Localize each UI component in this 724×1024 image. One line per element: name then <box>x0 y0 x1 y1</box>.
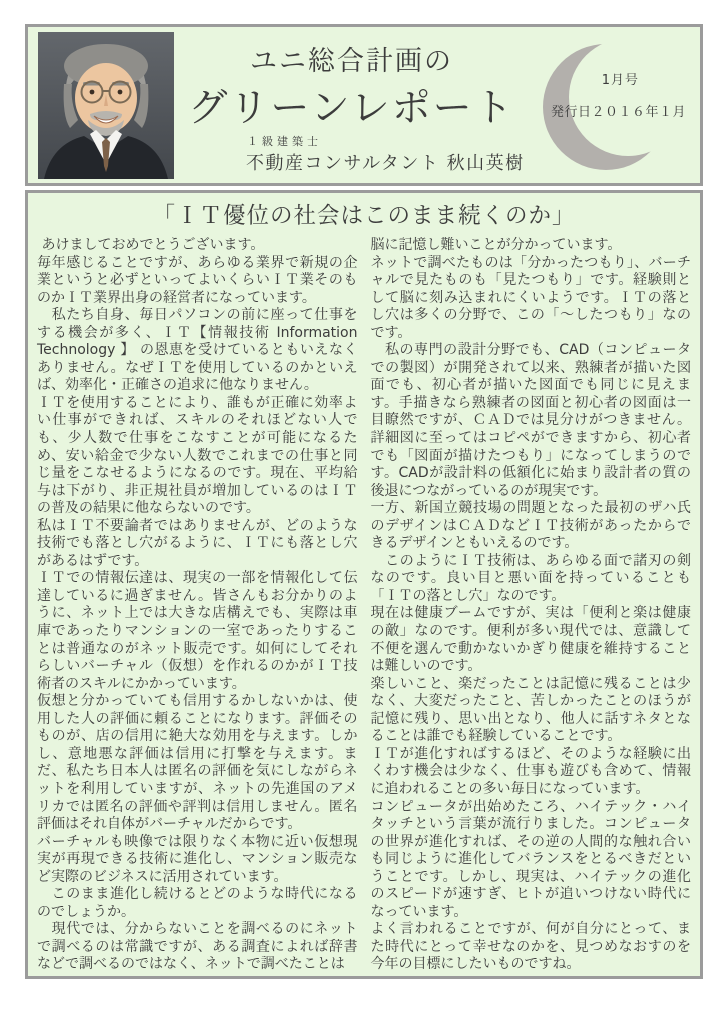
article-right-column <box>371 237 692 974</box>
article-columns <box>28 230 700 974</box>
paragraph: ネットで調べたものは「分かったつもり」、バーチャルで見たものも「見たつもり」です。経験則として脳に刻み込まれにくいようです。ＩＴの落とし穴は多くの分野で、この「～したつもり」なのです。 <box>370 254 691 341</box>
paragraph: よく言われることですが、何が自分にとって、また時代にとって幸せなのかを、見つめなおすのを今年の目標にしたいものですね。 <box>370 921 691 973</box>
paragraph: ＩＴを使用することにより、誰もが正確に効率よい仕事ができれば、スキルのそれほどない人でも、少人数で仕事をこなすことが可能になるため、安い給金で少ない人数でこれまでの仕事と同じ量をこなせるようになるのです。現在、平均給与は下がり、非正規社員が増加しているのはＩＴの普及の結果に他ならないのです。 <box>37 394 358 517</box>
paragraph: 現在は健康ブームですが、実は「便利と楽は健康の敵」なのです。便利が多い現代では、意識して不便を選んで動かないかぎり健康を維持することは難しいのです。 <box>370 605 691 675</box>
paragraph: バーチャルも映像では限りなく本物に近い仮想現実が再現できる技術に進化し、マンション販売など実際のビジネスに活用されています。 <box>37 833 358 885</box>
author-credential: １級建築士 <box>247 135 322 148</box>
newsletter-title-line1: ユニ総合計画の <box>250 46 453 77</box>
article-left-column <box>37 237 362 974</box>
paragraph: 楽しいこと、楽だったことは記憶に残ることは少なく、大変だったこと、苦しかったことのほうが記憶に残り、思い出となり、他人に話すネタとなることは誰でも経験していることです。 <box>370 675 691 745</box>
paragraph: 脳に記憶し難いことが分かっています。 <box>370 237 622 253</box>
issue-number: 1月号 <box>601 73 639 88</box>
paragraph: 毎年感じることですが、あらゆる業界で新規の企業というと必ずといってよいくらいＩＴ業そのものかＩＴ業界出身の経営者になっています。 <box>37 254 358 306</box>
paragraph: コンピュータが出始めたころ、ハイテック・ハイタッチという言葉が流行りました。コンピュータの世界が進化すれば、その逆の人間的な触れ合いも同じように進化してバランスをとるべきだということです。しかし、現実は、ハイテックの進化のスピードが速すぎ、ヒトが追いつけない時代になっています。 <box>370 798 691 920</box>
paragraph: ＩＴが進化すればするほど、そのような経験に出くわす機会は少なく、仕事も遊びも含めて、情報に追われることの多い毎日になっています。 <box>370 745 691 797</box>
author-photo <box>38 32 174 179</box>
paragraph: 一方、新国立競技場の問題となった最初のザハ氏のデザインはＣＡＤなどＩＴ技術があったからできるデザインともいえるのです。 <box>370 500 691 552</box>
paragraph: 私たち自身、毎日パソコンの前に座って仕事をする機会が多く、ＩＴ【情報技術 Information Technology 】 の恩恵を受けているともいえなくありません。なぜＩＴを使用しているのかといえば、効率化・正確さの追求に他なりません。 <box>37 307 362 394</box>
paragraph: このまま進化し続けるとどのような時代になるのでしょうか。 <box>37 886 358 920</box>
paragraph: このようにＩＴ技術は、あらゆる面で諸刃の剣なのです。良い目と悪い面を持っていることも「ＩＴの落とし穴」なのです。 <box>370 552 691 604</box>
newsletter-title-line2: グリーンレポート <box>188 86 515 131</box>
issue-info-block <box>528 27 696 187</box>
article-headline: 「ＩＴ優位の社会はこのまま続くのか」 <box>152 203 576 229</box>
paragraph: ＩＴでの情報伝達は、現実の一部を情報化して伝達しているに過ぎません。皆さんもお分かりのように、ネット上では大きな店構えでも、実際は車庫であったりマンションの一室であったりすることは普通なのがネット販売です。如何にしてそれらしいバーチャル（仮想）を作れるのかがＩＴ技術者のスキルにかかっています。 <box>37 570 358 692</box>
paragraph: 仮想と分かっていても信用するかしないかは、使用した人の評価に頼ることになります。評価そのものが、店の信用に絶大な効用を与えます。しかし、意地悪な評価は信用に打撃を与えます。まだ、私たち日本人は匿名の評価を気にしながらネットを利用していますが、ネットの先進国のアメリカでは匿名の評価や評判は信用しません。匿名評価はそれ自体がバーチャルだからです。 <box>37 693 358 833</box>
author-name: 不動産コンサルタント 秋山英樹 <box>246 153 525 174</box>
paragraph: あけましておめでとうございます。 <box>37 237 265 253</box>
portrait-image <box>38 32 174 179</box>
paragraph: 私の専門の設計分野でも、CAD（コンピュータでの製図）が開発されて以来、熟練者が描いた図面でも、初心者が描いた図面でも同じに見えます。手描きなら熟練者の図面と初心者の図面は一目瞭然ですが、ＣＡＤでは見分けがつきません。詳細図に至ってはコピペができますから、初心者でも「図面が描けたつもり」になってしまうのです。CADが設計料の低額化に始まり設計者の質の後退につながっているのが現実です。 <box>370 342 691 499</box>
issue-date: 発行日２０１６年１月 <box>550 105 686 120</box>
article-panel <box>25 190 703 979</box>
paragraph: 私はＩＴ不要論者ではありませんが、どのような技術でも落とし穴がるように、ＩＴにも落とし穴があるはずです。 <box>37 517 358 569</box>
paragraph: 現代では、分からないことを調べるのにネットで調べるのは常識ですが、ある調査によれば辞書などで調べるのではなく、ネットで調べたことは <box>37 921 358 973</box>
newsletter-header <box>25 24 703 186</box>
